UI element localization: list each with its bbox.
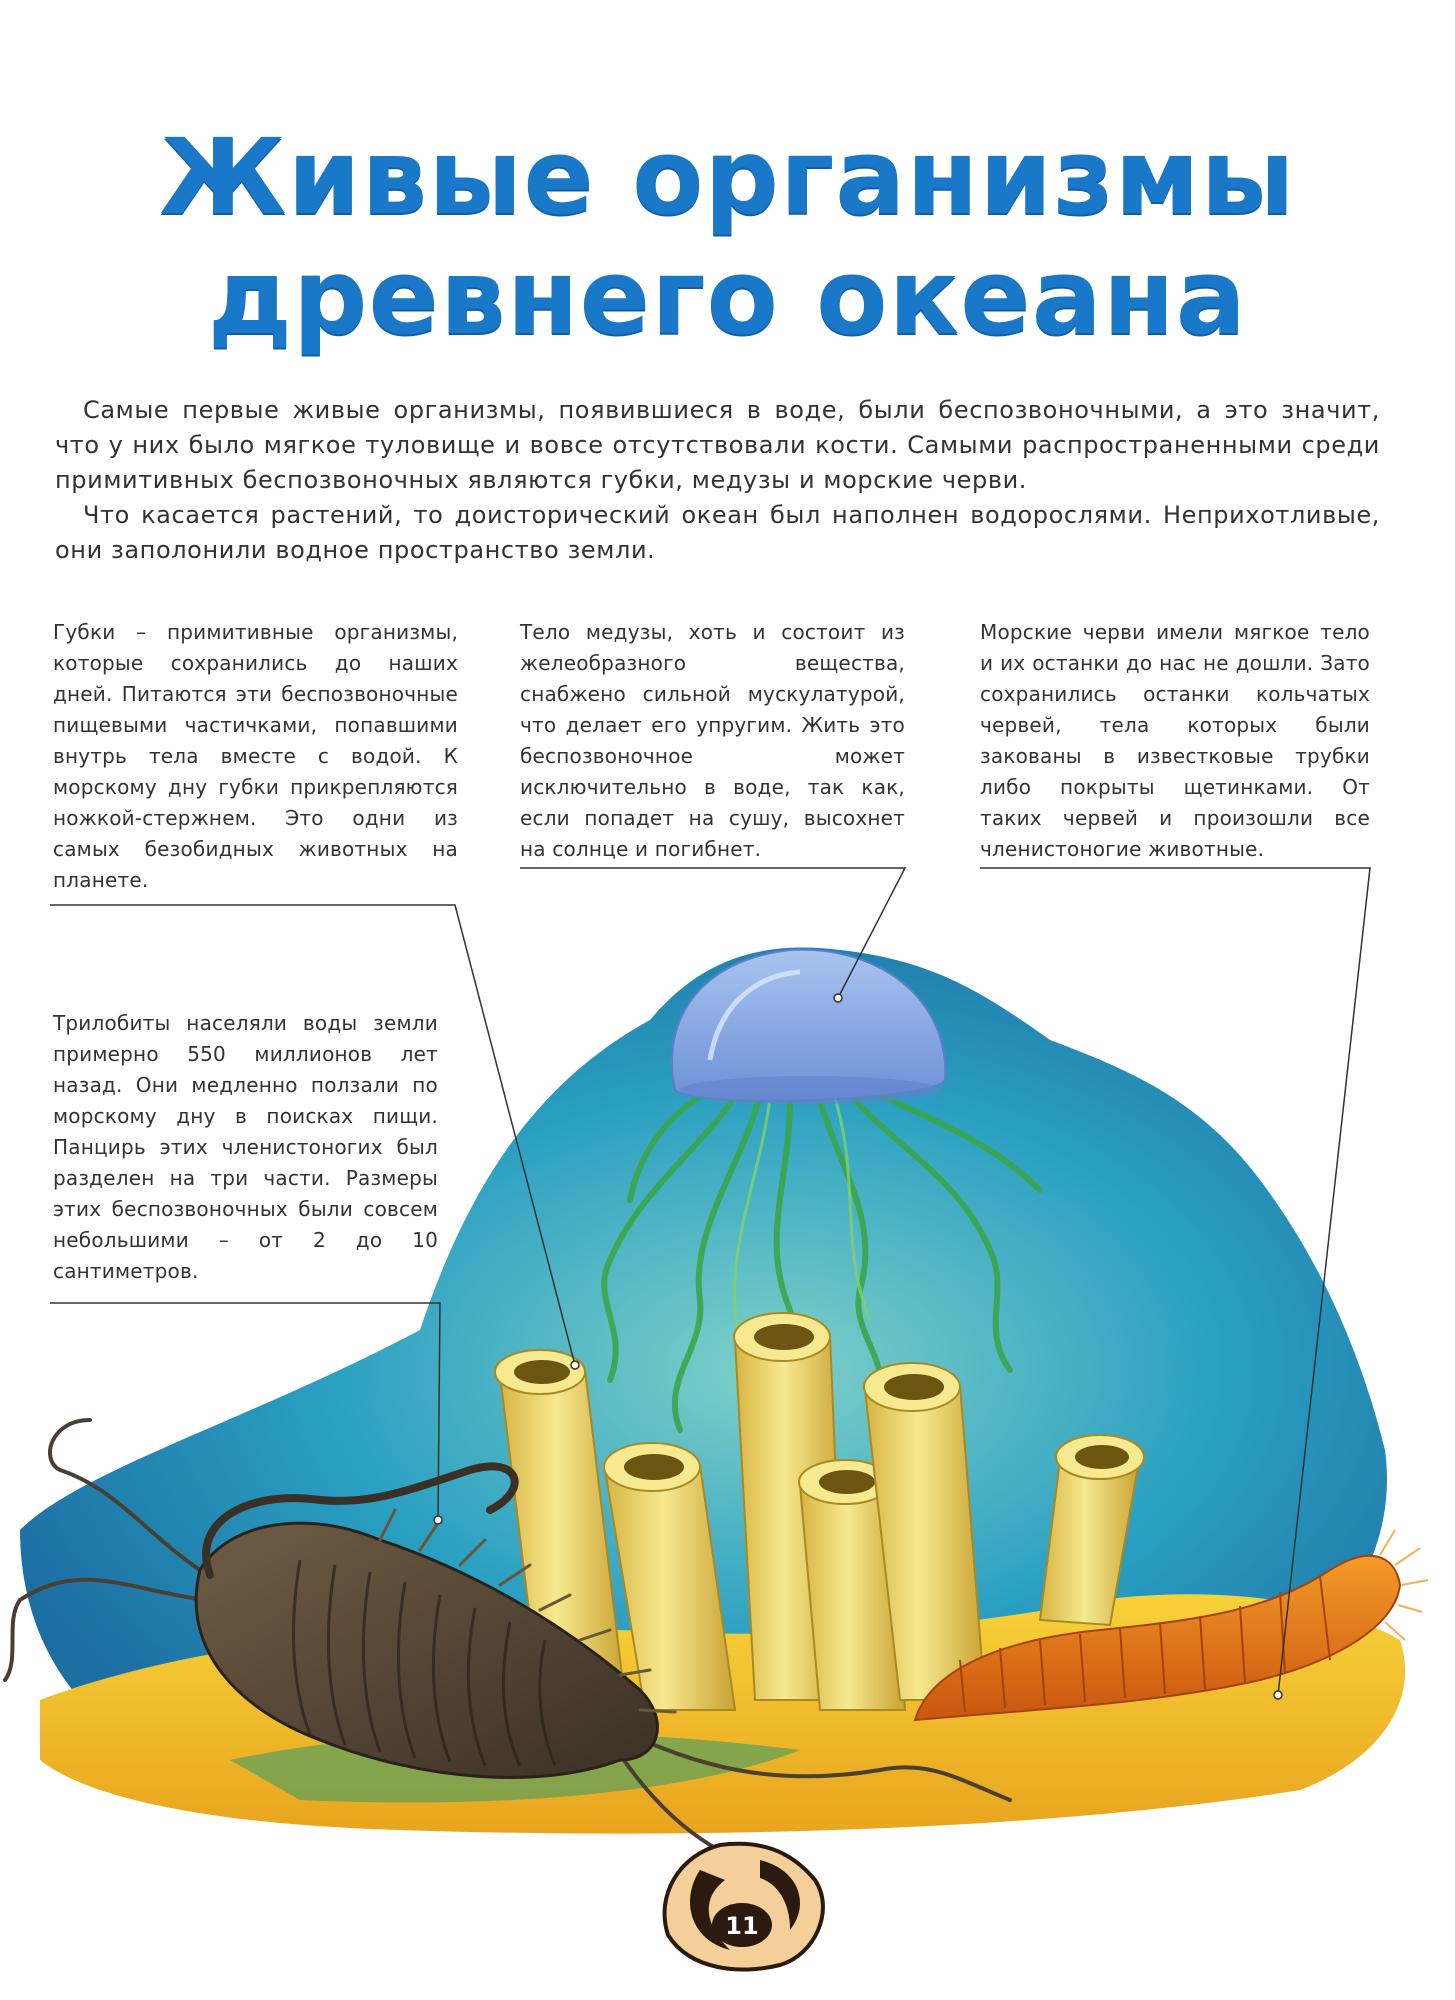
note-trilobites: Трилобиты населяли воды земли примерно 550 миллионов лет назад. Они медленно ползали по морскому дну в поисках пищи. Панцирь этих членистоногих был разделен на три части. Размеры этих беспозвоночных были совсем небольшими – от 2 до 10 сантиметров. [53,1011,438,1283]
page-number: 11 [725,1912,759,1940]
intro-paragraph-2: Что касается растений, то доисторический океан был наполнен водорослями. Неприхотливые, они заполонили водное пространство земли. [55,501,1380,564]
page-title-line-1: Живые организмы [159,116,1296,238]
intro-text [55,393,1380,568]
intro-paragraph-1: Самые первые живые организмы, появившиеся в воде, были беспозвоночными, а это значит, что у них было мягкое туловище и вовсе отсутствовали кости. Самыми распространенными среди примитивных беспозвоночных являются губки, медузы и морские черви. [55,396,1380,494]
page-number-badge [665,1844,823,1970]
page-title-line-2: древнего океана [208,236,1247,358]
note-worms: Морские черви имели мягкое тело и их останки до нас не дошли. Зато сохранились останки кольчатых червей, тела которых были закованы в известковые трубки либо покрыты щетинками. От таких червей и произошли все членистоногие животные. [980,620,1370,861]
note-sponges: Губки – примитивные организмы, которые сохранились до наших дней. Питаются эти беспозвоночные пищевыми частичками, попавшими внутрь тела вместе с водой. К морскому дну губки прикрепляются ножкой-стержнем. Это одни из самых безобидных животных на планете. [53,620,458,892]
note-jellyfish: Тело медузы, хоть и состоит из желеобразного вещества, снабжено сильной мускулатурой, что делает его упругим. Жить это беспозвоночное может исключительно в воде, так как, если попадет на сушу, высохнет на солнце и погибнет. [520,620,905,861]
